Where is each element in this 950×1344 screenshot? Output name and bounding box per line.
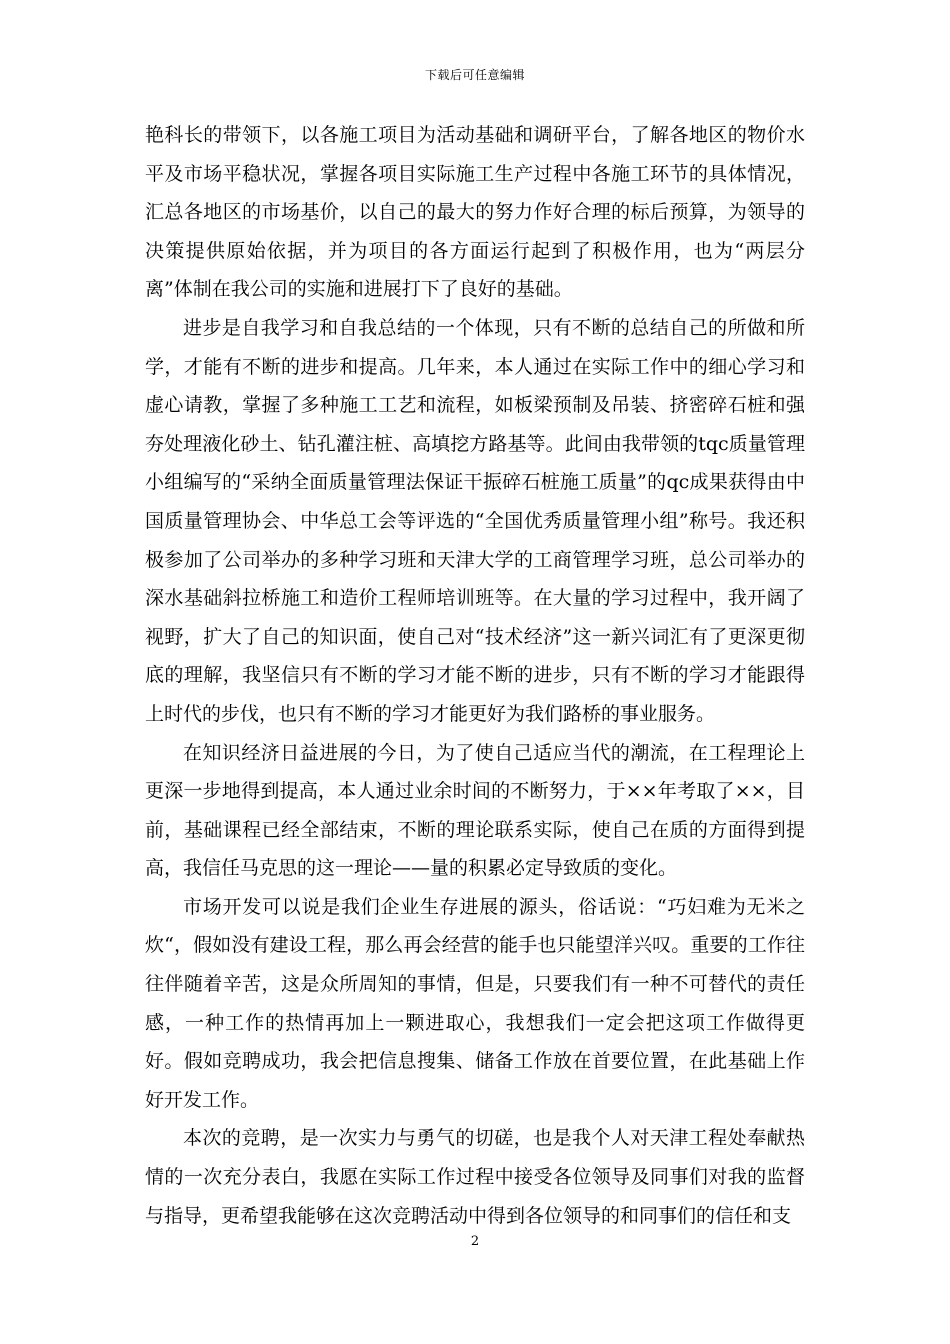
paragraph-1: 艳科长的带领下，以各施工项目为活动基础和调研平台，了解各地区的物价水平及市场平稳状况，掌握各项目实际施工生产过程中各施工环节的具体情况，汇总各地区的市场基价，以自己的最大的努力作好合理的标后预算，为领导的决策提供原始依据，并为项目的各方面运行起到了积极作用，也为“两层分离”体制在我公司的实施和进展打下了良好的基础。 (145, 124, 805, 301)
body-text (145, 116, 805, 1235)
paragraph-5: 本次的竞聘，是一次实力与勇气的切磋，也是我个人对天津工程处奉献热情的一次充分表白，我愿在实际工作过程中接受各位领导及同事们对我的监督与指导，更希望我能够在这次竞聘活动中得到各位领导的和同事们的信任和支 (145, 1127, 805, 1227)
paragraph-3: 在知识经济日益进展的今日，为了使自己适应当代的潮流，在工程理论上更深一步地得到提高，本人通过业余时间的不断努力，于××年考取了××，目前，基础课程已经全部结束，不断的理论联系实际，使自己在质的方面得到提高，我信任马克思的这一理论——量的积累必定导致质的变化。 (145, 741, 805, 880)
paragraph-4: 市场开发可以说是我们企业生存进展的源头，俗话说：“巧妇难为无米之炊“，假如没有建设工程，那么再会经营的能手也只能望洋兴叹。重要的工作往往伴随着辛苦，这是众所周知的事情，但是，只要我们有一种不可替代的责任感，一种工作的热情再加上一颗进取心，我想我们一定会把这项工作做得更好。假如竞聘成功，我会把信息搜集、储备工作放在首要位置，在此基础上作好开发工作。 (145, 895, 805, 1111)
paragraph-2: 进步是自我学习和自我总结的一个体现，只有不断的总结自己的所做和所学，才能有不断的进步和提高。几年来，本人通过在实际工作中的细心学习和虚心请教，掌握了多种施工工艺和流程，如板梁预制及吊装、挤密碎石桩和强夯处理液化砂土、钻孔灌注桩、高填挖方路基等。此间由我带领的tqc质量管理小组编写的“采纳全面质量管理法保证干振碎石桩施工质量”的qc成果获得由中国质量管理协会、中华总工会等评选的“全国优秀质量管理小组”称号。我还积极参加了公司举办的多种学习班和天津大学的工商管理学习班，总公司举办的深水基础斜拉桥施工和造价工程师培训班等。在大量的学习过程中，我开阔了视野，扩大了自己的知识面，使自己对“技术经济”这一新兴词汇有了更深更彻底的理解，我坚信只有不断的学习才能不断的进步，只有不断的学习才能跟得上时代的步伐，也只有不断的学习才能更好为我们路桥的事业服务。 (145, 316, 805, 725)
page-number: 2 (470, 1234, 480, 1249)
page-header: 下载后可任意编辑 (424, 68, 525, 82)
